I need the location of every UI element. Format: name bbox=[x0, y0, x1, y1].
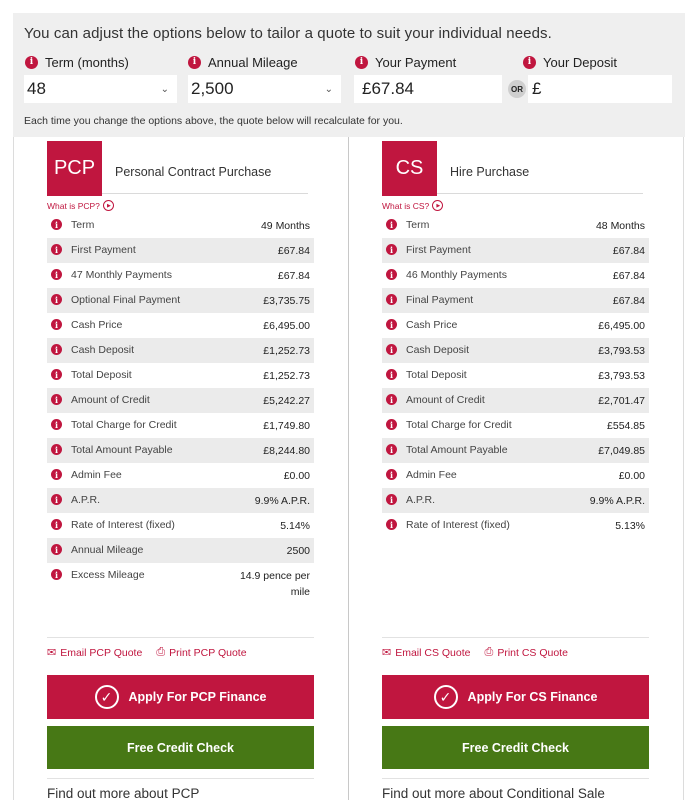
play-circle-icon: ▶ bbox=[432, 200, 443, 211]
pcp-badge: PCP bbox=[47, 141, 102, 196]
what-is-pcp-link[interactable] bbox=[47, 200, 114, 211]
print-cs-label: Print CS Quote bbox=[497, 646, 568, 659]
row-label: Admin Fee bbox=[71, 469, 122, 481]
row-value: £1,252.73 bbox=[263, 345, 310, 357]
table-row bbox=[47, 363, 314, 388]
row-value: £67.84 bbox=[612, 270, 645, 282]
row-value: £3,793.53 bbox=[598, 370, 645, 382]
check-circle-icon: ✓ bbox=[95, 685, 119, 709]
table-row bbox=[47, 538, 314, 563]
row-value: £3,793.53 bbox=[598, 345, 645, 357]
info-icon[interactable]: i bbox=[51, 519, 62, 530]
table-row bbox=[47, 388, 314, 413]
pcp-quote-table bbox=[47, 213, 314, 604]
deposit-option bbox=[523, 53, 617, 71]
row-value: £2,701.47 bbox=[598, 395, 645, 407]
row-label: 46 Monthly Payments bbox=[406, 269, 507, 281]
row-value: £7,049.85 bbox=[598, 445, 645, 457]
row-value: £6,495.00 bbox=[263, 320, 310, 332]
info-icon[interactable]: i bbox=[51, 569, 62, 580]
row-value: 14.9 pence per mile bbox=[239, 570, 310, 598]
row-value: £554.85 bbox=[607, 420, 645, 432]
info-icon[interactable]: i bbox=[386, 269, 397, 280]
print-pcp-quote-link[interactable] bbox=[156, 646, 246, 659]
info-icon[interactable]: i bbox=[386, 494, 397, 505]
info-icon[interactable]: i bbox=[386, 444, 397, 455]
email-cs-label: Email CS Quote bbox=[395, 646, 471, 659]
row-label: Cash Deposit bbox=[71, 344, 135, 356]
table-row bbox=[382, 388, 649, 413]
pcp-title: Personal Contract Purchase bbox=[115, 165, 272, 179]
term-value: 48 bbox=[27, 79, 46, 98]
row-value: £67.84 bbox=[277, 270, 310, 282]
info-icon[interactable]: i bbox=[51, 269, 62, 280]
row-value: 5.13% bbox=[615, 520, 645, 532]
row-label: Cash Price bbox=[71, 319, 123, 331]
row-value: £5,242.27 bbox=[263, 395, 310, 407]
title-divider bbox=[437, 193, 643, 194]
row-label: Total Amount Payable bbox=[71, 444, 173, 456]
row-label: First Payment bbox=[71, 244, 136, 256]
mail-icon: ✉ bbox=[47, 647, 57, 659]
row-label: Annual Mileage bbox=[71, 544, 144, 556]
info-icon[interactable]: i bbox=[386, 319, 397, 330]
mail-icon: ✉ bbox=[382, 647, 392, 659]
divider bbox=[382, 637, 649, 638]
table-row bbox=[47, 288, 314, 313]
mileage-label: Annual Mileage bbox=[208, 54, 298, 70]
row-label: Term bbox=[406, 219, 430, 231]
cs-title: Hire Purchase bbox=[450, 165, 530, 179]
cs-quote-table bbox=[382, 213, 649, 538]
email-cs-quote-link[interactable] bbox=[382, 646, 471, 659]
info-icon[interactable]: i bbox=[386, 519, 397, 530]
row-value: £0.00 bbox=[618, 470, 645, 482]
table-row bbox=[382, 463, 649, 488]
chevron-down-icon: ⌄ bbox=[160, 83, 169, 95]
find-out-more-pcp[interactable]: Find out more about PCP bbox=[47, 786, 200, 800]
email-pcp-label: Email PCP Quote bbox=[60, 646, 143, 659]
divider bbox=[47, 637, 314, 638]
table-row bbox=[382, 513, 649, 538]
info-icon[interactable]: i bbox=[51, 494, 62, 505]
mileage-select[interactable] bbox=[188, 75, 341, 103]
payment-value: £67.84 bbox=[362, 79, 414, 98]
deposit-input[interactable] bbox=[528, 75, 672, 103]
free-credit-check-button[interactable]: Free Credit Check bbox=[47, 726, 314, 769]
payment-label: Your Payment bbox=[375, 54, 457, 70]
info-icon[interactable]: i bbox=[51, 394, 62, 405]
info-icon[interactable]: i bbox=[51, 419, 62, 430]
row-value: £67.84 bbox=[277, 245, 310, 257]
divider bbox=[47, 778, 314, 779]
print-pcp-label: Print PCP Quote bbox=[169, 646, 247, 659]
what-is-pcp-label: What is PCP? bbox=[47, 200, 100, 211]
info-icon[interactable]: i bbox=[386, 219, 397, 230]
table-row bbox=[47, 513, 314, 538]
info-icon[interactable]: i bbox=[51, 469, 62, 480]
row-label: Rate of Interest (fixed) bbox=[71, 519, 175, 531]
recalculate-note: Each time you change the options above, the quote below will recalculate for you. bbox=[24, 115, 403, 127]
apply-cs-finance-button[interactable] bbox=[382, 675, 649, 719]
divider bbox=[382, 778, 649, 779]
row-label: Total Amount Payable bbox=[406, 444, 508, 456]
payment-option bbox=[355, 53, 456, 71]
row-value: £1,252.73 bbox=[263, 370, 310, 382]
find-out-more-cs[interactable]: Find out more about Conditional Sale bbox=[382, 786, 605, 800]
table-row bbox=[47, 263, 314, 288]
table-row bbox=[382, 238, 649, 263]
table-row bbox=[47, 413, 314, 438]
table-row bbox=[382, 213, 649, 238]
row-label: First Payment bbox=[406, 244, 471, 256]
email-pcp-quote-link[interactable] bbox=[47, 646, 142, 659]
row-label: Total Charge for Credit bbox=[71, 419, 177, 431]
row-label: Total Deposit bbox=[406, 369, 467, 381]
term-select[interactable] bbox=[24, 75, 177, 103]
table-row bbox=[47, 338, 314, 363]
table-row bbox=[47, 463, 314, 488]
or-badge: OR bbox=[508, 80, 526, 98]
row-value: £0.00 bbox=[283, 470, 310, 482]
term-label: Term (months) bbox=[45, 54, 129, 70]
info-icon[interactable]: i bbox=[188, 56, 201, 69]
row-value: 48 Months bbox=[595, 220, 645, 232]
check-circle-icon: ✓ bbox=[434, 685, 458, 709]
options-intro-text: You can adjust the options below to tailor a quote to suit your individual needs. bbox=[24, 25, 552, 42]
table-row bbox=[47, 488, 314, 513]
info-icon[interactable]: i bbox=[523, 56, 536, 69]
table-row bbox=[47, 563, 314, 604]
row-label: A.P.R. bbox=[406, 494, 435, 506]
row-label: Excess Mileage bbox=[71, 569, 145, 581]
info-icon[interactable]: i bbox=[51, 344, 62, 355]
info-icon[interactable]: i bbox=[386, 419, 397, 430]
what-is-cs-link[interactable] bbox=[382, 200, 443, 211]
payment-input[interactable] bbox=[354, 75, 502, 103]
row-value: £3,735.75 bbox=[263, 295, 310, 307]
title-divider bbox=[102, 193, 308, 194]
table-row bbox=[47, 238, 314, 263]
quote-options-panel bbox=[13, 13, 685, 137]
free-credit-check-button[interactable]: Free Credit Check bbox=[382, 726, 649, 769]
row-value: 49 Months bbox=[260, 220, 310, 232]
what-is-cs-label: What is CS? bbox=[382, 200, 430, 211]
row-value: 2500 bbox=[286, 545, 310, 557]
table-row bbox=[382, 413, 649, 438]
info-icon[interactable]: i bbox=[386, 394, 397, 405]
row-label: Admin Fee bbox=[406, 469, 457, 481]
pcp-quote-column bbox=[13, 137, 349, 800]
row-value: £67.84 bbox=[612, 295, 645, 307]
row-label: Term bbox=[71, 219, 95, 231]
table-row bbox=[47, 313, 314, 338]
row-value: £1,749.80 bbox=[263, 420, 310, 432]
row-label: Total Deposit bbox=[71, 369, 132, 381]
table-row bbox=[382, 438, 649, 463]
mileage-value: 2,500 bbox=[191, 79, 234, 98]
info-icon[interactable]: i bbox=[51, 319, 62, 330]
printer-icon: ⎙ bbox=[484, 646, 494, 658]
apply-cs-label: Apply For CS Finance bbox=[467, 690, 598, 704]
info-icon[interactable]: i bbox=[51, 219, 62, 230]
table-row bbox=[47, 213, 314, 238]
row-label: Total Charge for Credit bbox=[406, 419, 512, 431]
table-row bbox=[382, 363, 649, 388]
info-icon[interactable]: i bbox=[51, 294, 62, 305]
apply-pcp-label: Apply For PCP Finance bbox=[128, 690, 267, 704]
row-label: A.P.R. bbox=[71, 494, 100, 506]
row-value: 9.9% A.P.R. bbox=[589, 495, 645, 507]
table-row bbox=[47, 438, 314, 463]
cs-quote-actions bbox=[382, 646, 582, 659]
cs-quote-column bbox=[348, 137, 684, 800]
info-icon[interactable]: i bbox=[51, 544, 62, 555]
info-icon[interactable]: i bbox=[51, 444, 62, 455]
row-value: £6,495.00 bbox=[598, 320, 645, 332]
row-label: Final Payment bbox=[406, 294, 474, 306]
mileage-option bbox=[188, 53, 298, 71]
row-label: Rate of Interest (fixed) bbox=[406, 519, 510, 531]
row-value: 5.14% bbox=[280, 520, 310, 532]
table-row bbox=[382, 313, 649, 338]
chevron-down-icon: ⌄ bbox=[324, 83, 333, 95]
row-label: Amount of Credit bbox=[71, 394, 150, 406]
table-row bbox=[382, 263, 649, 288]
table-row bbox=[382, 338, 649, 363]
row-label: Cash Price bbox=[406, 319, 458, 331]
info-icon[interactable]: i bbox=[386, 369, 397, 380]
pcp-quote-actions bbox=[47, 646, 261, 659]
row-label: Optional Final Payment bbox=[71, 294, 181, 306]
term-option bbox=[25, 53, 129, 71]
info-icon[interactable]: i bbox=[25, 56, 38, 69]
info-icon[interactable]: i bbox=[386, 244, 397, 255]
info-icon[interactable]: i bbox=[51, 244, 62, 255]
row-value: £67.84 bbox=[612, 245, 645, 257]
apply-pcp-finance-button[interactable] bbox=[47, 675, 314, 719]
play-circle-icon: ▶ bbox=[103, 200, 114, 211]
row-label: 47 Monthly Payments bbox=[71, 269, 172, 281]
cs-badge: CS bbox=[382, 141, 437, 196]
row-label: Cash Deposit bbox=[406, 344, 470, 356]
row-value: £8,244.80 bbox=[263, 445, 310, 457]
row-label: Amount of Credit bbox=[406, 394, 485, 406]
printer-icon: ⎙ bbox=[156, 646, 166, 658]
info-icon[interactable]: i bbox=[386, 344, 397, 355]
deposit-value: £ bbox=[532, 79, 542, 98]
print-cs-quote-link[interactable] bbox=[485, 646, 568, 659]
info-icon[interactable]: i bbox=[51, 369, 62, 380]
table-row bbox=[382, 488, 649, 513]
row-value: 9.9% A.P.R. bbox=[254, 495, 310, 507]
table-row bbox=[382, 288, 649, 313]
info-icon[interactable]: i bbox=[386, 469, 397, 480]
info-icon[interactable]: i bbox=[386, 294, 397, 305]
info-icon[interactable]: i bbox=[355, 56, 368, 69]
deposit-label: Your Deposit bbox=[543, 54, 617, 70]
